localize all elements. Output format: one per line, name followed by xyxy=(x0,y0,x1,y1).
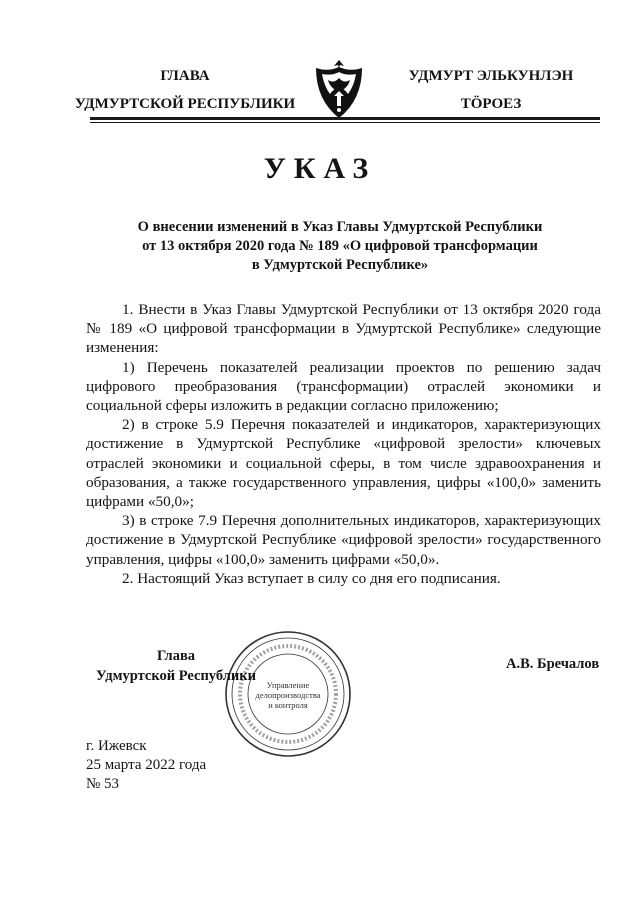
issue-date: 25 марта 2022 года xyxy=(86,757,207,773)
signatory-title-line1: Глава xyxy=(156,648,196,664)
header-rule-thin xyxy=(90,122,600,123)
header-right xyxy=(386,62,596,118)
paragraph-3: 2) в строке 5.9 Перечня показателей и индикаторов, характеризующих достижение в Удмуртской Республике «цифровой зрелости» ключевых отраслей экономики и социальной сферы, в том числе здравоохранения и образования, а также государственного управления, цифры «100,0» заменить цифрами «50,0»; xyxy=(86,416,601,511)
issue-number: № 53 xyxy=(86,776,120,792)
seal-line3: и контроля xyxy=(268,700,308,710)
decree-body xyxy=(86,300,601,588)
paragraph-2: 1) Перечень показателей реализации проектов по решению задач цифрового преобразования (трансформации) отраслей экономики и социальной сферы изложить в редакции согласно приложению; xyxy=(86,358,601,415)
decree-subject xyxy=(110,218,570,275)
header-left xyxy=(70,62,300,118)
subject-line1: О внесении изменений в Указ Главы Удмуртской Республики xyxy=(137,219,543,235)
paragraph-5: 2. Настоящий Указ вступает в силу со дня его подписания. xyxy=(122,569,501,587)
subject-line2: от 13 октября 2020 года № 189 «О цифровой трансформации xyxy=(142,238,538,254)
header-rule-thick xyxy=(90,117,600,120)
seal-line2: делопроизводства xyxy=(255,690,321,700)
signatory-title xyxy=(86,646,266,686)
issue-details xyxy=(86,737,206,794)
header-right-line2: ТӦРОЕЗ xyxy=(460,96,522,112)
issue-city: г. Ижевск xyxy=(86,738,147,754)
signatory-title-line2: Удмуртской Республики xyxy=(96,668,256,684)
decree-title: УКАЗ xyxy=(263,152,377,185)
header-right-line1: УДМУРТ ЭЛЬКУНЛЭН xyxy=(408,68,574,84)
coat-of-arms-icon xyxy=(310,58,368,120)
seal-line1: Управление xyxy=(266,680,310,690)
paragraph-1: 1. Внести в Указ Главы Удмуртской Республики от 13 октября 2020 года № 189 «О цифровой трансформации в Удмуртской Республике» следующие изменения: xyxy=(86,301,601,357)
header-left-line1: ГЛАВА xyxy=(160,68,210,84)
paragraph-4: 3) в строке 7.9 Перечня дополнительных индикаторов, характеризующих достижение в Удмуртской Республике «цифровой зрелости» государственного управления, цифры «100,0» заменить цифрами «50,0». xyxy=(86,512,601,568)
header-left-line2: УДМУРТСКОЙ РЕСПУБЛИКИ xyxy=(74,96,296,112)
signatory-name: А.В. Бречалов xyxy=(506,656,600,672)
subject-line3: в Удмуртской Республике» xyxy=(251,257,429,273)
